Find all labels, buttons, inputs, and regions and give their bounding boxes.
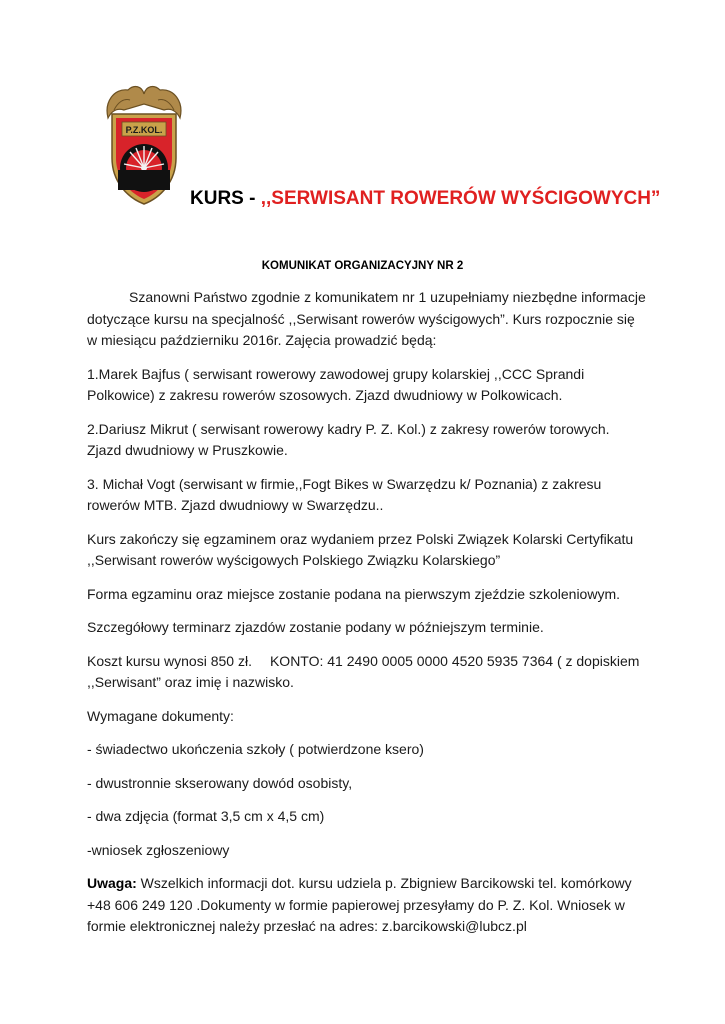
documents-heading: Wymagane dokumenty: — [87, 707, 234, 724]
cost-text: Koszt kursu wynosi 850 zł. — [87, 652, 252, 669]
document-item: -wniosek zgłoszeniowy — [87, 841, 230, 858]
document-item: - dwa zdjęcia (format 3,5 cm x 4,5 cm) — [87, 808, 325, 824]
note-text: Wszelkich informacji dot. kursu udziela p. Zbigniew Barcikowski tel. komórkowy +48 606 249 120 .Dokumenty w formie papierowej przesyłamy do P. Z. Kol. Wniosek w formie elektronicznej należy przesłać na adres: z.barcikowski@lubcz.pl — [87, 875, 632, 934]
instructor-1: 1.Marek Bajfus ( serwisant rowerowy zawodowej grupy kolarskiej ,,CCC Sprandi Polkowice) z zakresu rowerów szosowych. Zjazd dwudniowy w Polkowicach. — [87, 365, 585, 403]
account-text: KONTO: 41 2490 0005 0000 4520 5935 7364 ( z dopiskiem ,,Serwisant” oraz imię i nazwisko. — [87, 652, 640, 690]
note-label: Uwaga: — [87, 875, 137, 891]
logo-text: P.Z.KOL. — [125, 125, 163, 135]
pzkol-logo — [98, 80, 190, 208]
certificate-paragraph: Kurs zakończy się egzaminem oraz wydaniem przez Polski Związek Kolarski Certyfikatu ,,Serwisant rowerów wyścigowych Polskiego Związku Kolarskiego” — [87, 530, 634, 568]
schedule-paragraph: Szczegółowy terminarz zjazdów zostanie podany w późniejszym terminie. — [87, 619, 544, 635]
course-title — [190, 188, 660, 210]
document-body — [87, 287, 647, 950]
document-item: - świadectwo ukończenia szkoły ( potwierdzone ksero) — [87, 741, 424, 757]
instructor-3: 3. Michał Vogt (serwisant w firmie,,Fogt Bikes w Swarzędzu k/ Poznania) z zakresu rowerów MTB. Zjazd dwudniowy w Swarzędzu.. — [87, 475, 602, 513]
instructor-2: 2.Dariusz Mikrut ( serwisant rowerowy kadry P. Z. Kol.) z zakresy rowerów torowych. Zjazd dwudniowy w Pruszkowie. — [87, 420, 610, 458]
document-item: - dwustronnie skserowany dowód osobisty, — [87, 774, 353, 791]
exam-paragraph: Forma egzaminu oraz miejsce zostanie podana na pierwszym zjeździe szkoleniowym. — [87, 585, 621, 602]
intro-paragraph: Szanowni Państwo zgodnie z komunikatem nr 1 uzupełniamy niezbędne informacje dotyczące kursu na specjalność ,,Serwisant rowerów wyścigowych”. Kurs rozpocznie się w miesiącu październiku 2016r. Zajęcia prowadzić będą: — [87, 289, 646, 348]
note-paragraph — [87, 873, 647, 938]
cost-paragraph — [87, 651, 647, 694]
subtitle: KOMUNIKAT ORGANIZACYJNY NR 2 — [261, 260, 464, 272]
title-kurs: KURS - — [190, 188, 261, 209]
title-main: ,,SERWISANT ROWERÓW WYŚCIGOWYCH” — [260, 188, 661, 209]
